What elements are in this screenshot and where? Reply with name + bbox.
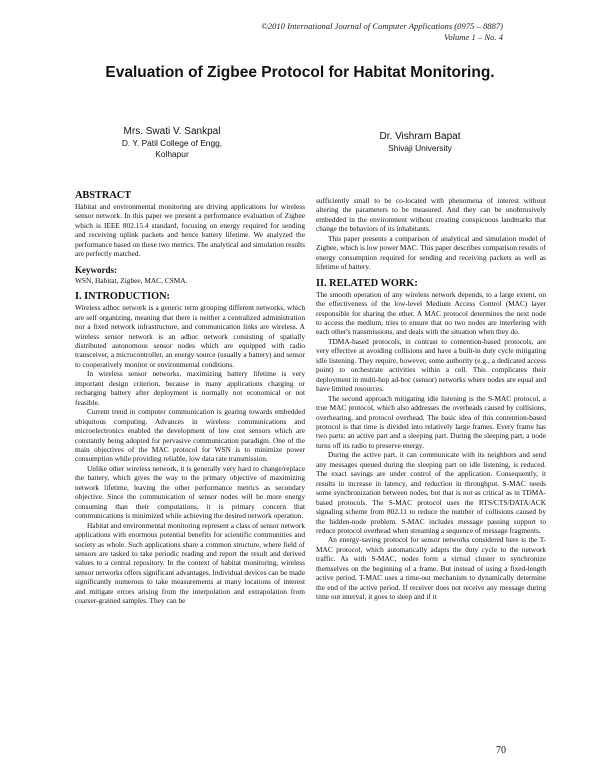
paper-title: Evaluation of Zigbee Protocol for Habitat Monitoring. <box>105 64 495 81</box>
author-1 <box>92 125 252 160</box>
author-affiliation: D. Y. Patil College of Engg, <box>121 138 223 148</box>
abstract-heading: ABSTRACT <box>75 190 132 201</box>
author-2 <box>350 130 490 154</box>
author-affiliation-city: Kolhapur <box>155 149 189 159</box>
body-paragraph: This paper presents a comparison of analytical and simulation model of Zigbee, which is low power MAC. This paper describes comparison results of energy consumption required for sending and receiving packets as well as lifetime of battery. <box>316 233 546 272</box>
abstract-text: Habitat and environmental monitoring are driving applications for wireless sensor network. In this paper we present a performance evaluation of Zigbee which is IEEE 802.15.4 standard, focusing on energy required for sending and receiving uplink packets and hence battery lifetime. We analyzed the performance based on these two metrics. The analytical and simulation results are perfectly matched. <box>75 202 305 259</box>
introduction-heading: I. INTRODUCTION: <box>75 291 170 303</box>
left-column <box>75 190 305 606</box>
intro-paragraph: In wireless sensor networks, maximizing battery lifetime is very important design criterion, because in many applications charging or recharging battery after deployment is normally not economical or not feasible. <box>75 369 305 407</box>
intro-paragraph: Habitat and environmental monitoring represent a class of sensor network applications with enormous potential benefits for scientific communities and society as whole. Such applications share a common structure, where field of sensors are tasked to take periodic reading and report the result and derived values to a central repository. In the context of habitat monitoring, wireless sensor networks offers significant advantages. Individual devices can be made significantly numerous to take measurements at many locations of interest and mitigate errors arising from the interpolation and extrapolation from coarser-grained samples. They can be <box>75 520 305 606</box>
journal-volume: Volume 1 – No. 4 <box>444 32 503 42</box>
related-paragraph: The second approach mitigating idle listening is the S-MAC protocol, a true MAC protocol, which also addresses the overheads caused by collisions, overhearing, and protocol overhead. The basic idea of this contention-based protocol is that time is divided into relatively large frames. Every frame has two parts: an active part and a sleeping part. During the sleeping part, a node turns off its radio to preserve energy. <box>316 393 546 450</box>
page-number: 70 <box>496 745 506 756</box>
keywords-text: WSN, Habitat, Zigbee, MAC, CSMA. <box>75 275 188 285</box>
author-affiliation: Shivaji University <box>388 143 452 153</box>
intro-paragraph: Wireless adhoc network is a generic term grouping different networks, which are self organizing, meaning that there is neither a centralized administration nor a fixed network infrastructure, and communication links are wireless. A wireless sensor network is an adhoc network consisting of spatially distributed autonomous sensor nodes which are equipped with radio transceiver, a microcontroller, an energy source (usually a battery) and sensor to cooperatively monitor or environmental conditions. <box>75 303 305 369</box>
keywords-heading: Keywords: <box>75 264 117 275</box>
author-name: Mrs. Swati V. Sankpal <box>123 126 221 137</box>
author-name: Dr. Vishram Bapat <box>379 131 461 142</box>
related-paragraph: During the active part, it can communicate with its neighbors and send any messages queued during the sleeping part on idle listening, is reduced. The exact savings are under control of the application. Consequently, it results in increase in latency, and reduction in throughput. S-MAC needs some synchronization between nodes, but that is not as critical as in TDMA-based protocols. The S-MAC protocol uses the RTS/CTS/DATA/ACK signaling scheme from 802.11 to reduce the number of collisions caused by the hidden-node problem. S-MAC includes message passing support to reduce protocol overhead when streaming a sequence of message fragments. <box>316 450 546 535</box>
journal-header <box>261 21 503 43</box>
intro-paragraph: Unlike other wireless network, it is generally very hard to change/replace the battery, which gives the way to the primary objective of maximizing network lifetime, leaving the other performance metrics as secondary objective. Since the communication of sensor nodes will be more energy consuming than their computations, it is primary concern that communications is minimized while achieving the desired network operation. <box>75 463 305 521</box>
related-paragraph: TDMA-based protocols, in contrast to contention-based protocols, are very effective at avoiding collisions and have a built-in duty cycle mitigating idle listening. They require, however, some authority (e.g., a dedicated access point) to orchestrate activities within a cell. This complicates their deployment in multi-hop ad-hoc (sensor) networks where nodes are equal and have limited resources. <box>316 336 546 394</box>
journal-citation: ©2010 International Journal of Computer Applications (0975 – 8887) <box>261 21 503 31</box>
intro-paragraph: Current trend in computer communication is gearing towards embedded ubiquitous computing. Advances in wireless communications and microelectronics enabled the development of low cost sensors which are constantly being adopted for pervasive communication paradigm. One of the main objectives of the MAC protocol for WSN is to minimize power consumption while providing reliable, low data rate transmission. <box>75 407 305 464</box>
body-paragraph: sufficiently small to be co-located with phenomena of interest without altering the parameters to be measured. And they can be unobtrusively embedded in the environment without creating conspicuous landmarks that change the behaviors of its inhabitants. <box>316 196 546 234</box>
related-paragraph: The smooth operation of any wireless network depends, to a large extent, on the effectiveness of the low-level Medium Access Control (MAC) layer responsible for sharing the ether. A MAC protocol determines the next node to access the medium, tries to ensure that no two nodes are interfering with each other's transmissions, and deals with the situation when they do. <box>316 289 546 337</box>
right-column <box>316 196 546 602</box>
related-work-heading: II. RELATED WORK: <box>316 277 418 289</box>
related-paragraph: An energy-saving protocol for sensor networks considered here is the T-MAC protocol, which automatically adapts the duty cycle to the network traffic. As with S-MAC, nodes form a virtual cluster to synchronize themselves on the beginning of a frame. But instead of using a fixed-length active period, T-MAC uses a time-out mechanism to dynamically determine the end of the active period. If receiver does not receive any message during time out interval, it goes to sleep and if it <box>316 535 546 602</box>
